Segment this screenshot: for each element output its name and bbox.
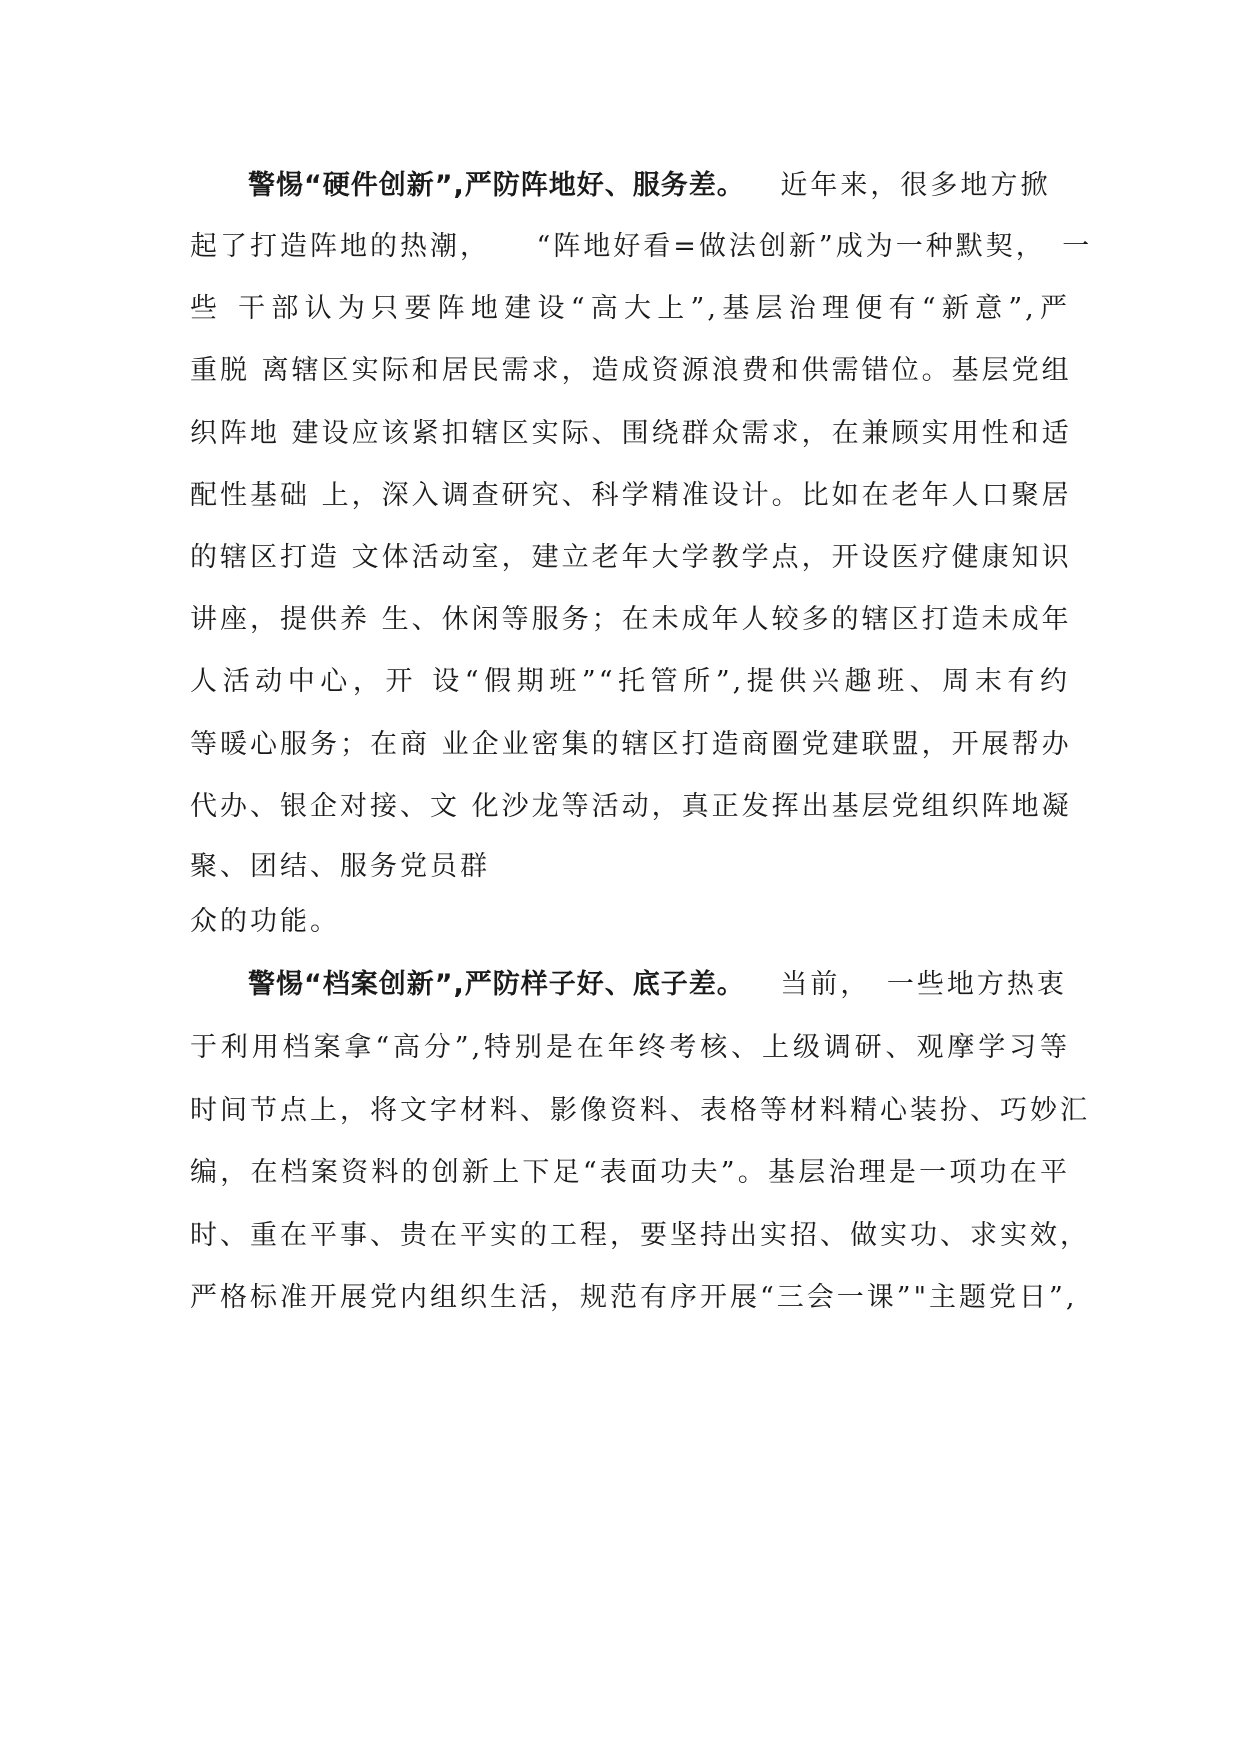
paragraph-2-line-3: 编，在档案资料的创新上下足“表面功夫”。基层治理是一项功在平	[190, 1157, 1070, 1188]
paragraph-2-line-5: 严格标准开展党内组织生活，规范有序开展“三会一课”"主题党日”,	[190, 1282, 1078, 1313]
paragraph-1-line-9: 等暖心服务；在商 业企业密集的辖区打造商圈党建联盟，开展帮办	[190, 729, 1072, 760]
paragraph-1-line-8: 人活动中心，开 设“假期班”“托管所”,提供兴趣班、周末有约	[190, 666, 1070, 697]
paragraph-1-first-line	[248, 168, 1070, 204]
paragraph-1-line-2: 些 干部认为只要阵地建设“高大上”,基层治理便有“新意”,严	[190, 293, 1070, 324]
paragraph-1-line-4: 织阵地 建设应该紧扣辖区实际、围绕群众需求，在兼顾实用性和适	[190, 418, 1072, 449]
paragraph-2-line-2: 时间节点上，将文字材料、影像资料、表格等材料精心装扮、巧妙汇	[190, 1095, 1090, 1126]
paragraph-1-line-12: 众的功能。	[190, 906, 340, 937]
paragraph-2-first-line	[248, 967, 1070, 1003]
paragraph-2-line-4: 时、重在平事、贵在平实的工程，要坚持出实招、做实功、求实效，	[190, 1220, 1090, 1251]
paragraph-1-line-11: 聚、团结、服务党员群	[190, 851, 490, 882]
paragraph-1-line-3: 重脱 离辖区实际和居民需求，造成资源浪费和供需错位。基层党组	[190, 355, 1072, 386]
paragraph-1-line-7: 讲座，提供养 生、休闲等服务；在未成年人较多的辖区打造未成年	[190, 604, 1072, 635]
paragraph-1-line-10: 代办、银企对接、文 化沙龙等活动，真正发挥出基层党组织阵地凝	[190, 791, 1072, 822]
paragraph-1-line-0: 近年来，很多地方掀	[780, 170, 1051, 201]
paragraph-1-lead: 警惕“硬件创新”,严防阵地好、服务差。	[248, 170, 745, 201]
paragraph-1-line-5: 配性基础 上，深入调查研究、科学精准设计。比如在老年人口聚居	[190, 480, 1072, 511]
paragraph-2-lead: 警惕“档案创新”,严防样子好、底子差。	[248, 969, 745, 1000]
paragraph-2-line-1: 于利用档案拿“高分”,特别是在年终考核、上级调研、观摩学习等	[190, 1032, 1070, 1063]
paragraph-1-line-1: 起了打造阵地的热潮， “阵地好看=做法创新”成为一种默契， 一	[190, 231, 1093, 262]
paragraph-1-line-6: 的辖区打造 文体活动室，建立老年大学教学点，开设医疗健康知识	[190, 542, 1072, 573]
paragraph-2-line-0: 当前， 一些地方热衷	[780, 969, 1067, 1000]
